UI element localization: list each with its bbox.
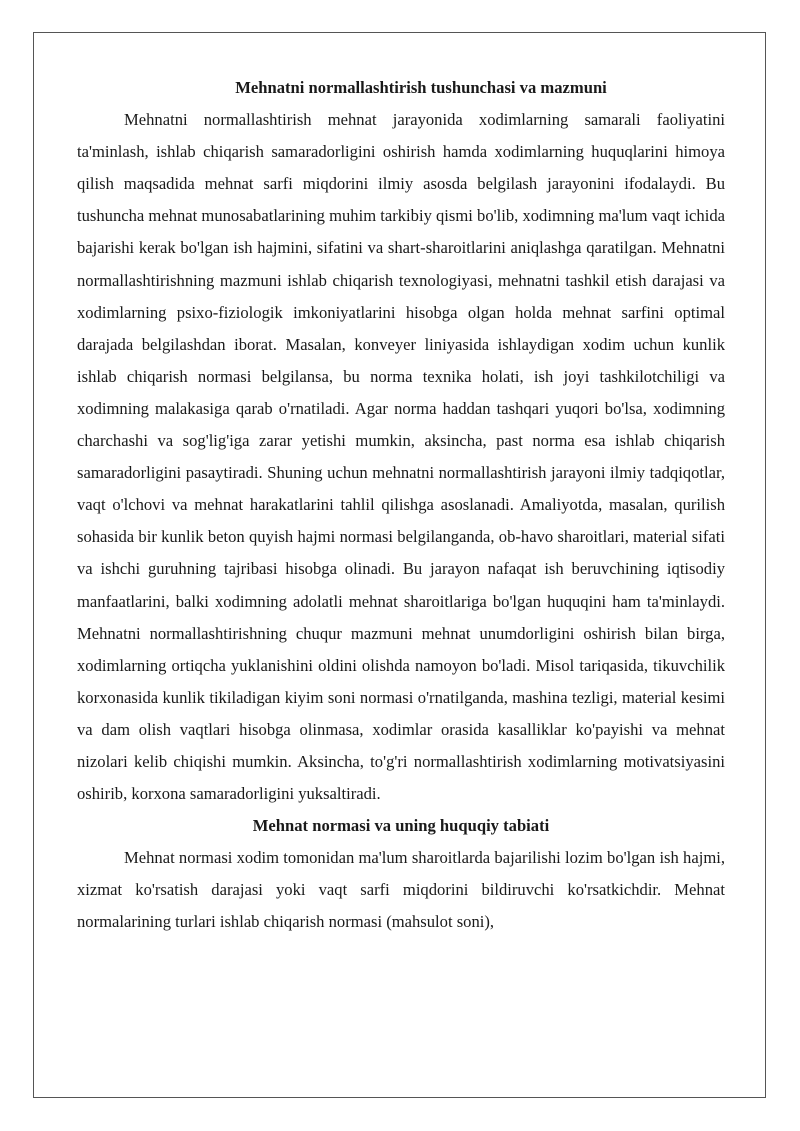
section-heading-labor-norm: Mehnat normasi va uning huquqiy tabiati	[252, 816, 550, 836]
paragraph-labor-norm: Mehnat normasi xodim tomonidan ma'lum sharoitlarda bajarilishi lozim bo'lgan ish hajmi, xizmat ko'rsatish darajasi yoki vaqt sarfi miqdorini bildiruvchi ko'rsatkichdir. Mehnat normalarining turlari ishlab chiqarish normasi (mahsulot soni),	[77, 848, 725, 932]
paragraph-normalization: Mehnatni normallashtirish mehnat jarayonida xodimlarning samarali faoliyatini ta'minlash, ishlab chiqarish samaradorligini oshirish hamda xodimlarning huquqlarini himoya qilish maqsadida mehnat sarfi miqdorini ilmiy asosda belgilash jarayonini ifodalaydi. Bu tushuncha mehnat munosabatlarining muhim tarkibiy qismi bo'lib, xodimning ma'lum vaqt ichida bajarishi kerak bo'lgan ish hajmini, sifatini va shart-sharoitlarini aniqlashga qaratilgan. Mehnatni normallashtirishning mazmuni ishlab chiqarish texnologiyasi, mehnatni tashkil etish darajasi va xodimlarning psixo-fiziologik imkoniyatlarini hisobga olgan holda mehnat sarfini optimal darajada belgilashdan iborat. Masalan, konveyer liniyasida ishlaydigan xodim uchun kunlik ishlab chiqarish normasi belgilansa, bu norma texnika holati, ish joyi tashkilotchiligi va xodimning malakasiga qarab o'rnatiladi. Agar norma haddan tashqari yuqori bo'lsa, xodimning charchashi va sog'lig'iga zarar yetishi mumkin, aksincha, past norma esa ishlab chiqarish samaradorligini pasaytiradi. Shuning uchun mehnatni normallashtirish jarayoni ilmiy tadqiqotlar, vaqt o'lchovi va mehnat harakatlarini tahlil qilishga asoslanadi. Amaliyotda, masalan, qurilish sohasida bir kunlik beton quyish hajmi normasi belgilanganda, ob-havo sharoitlari, material sifati va ishchi guruhning tajribasi hisobga olinadi. Bu jarayon nafaqat ish beruvchining iqtisodiy manfaatlarini, balki xodimning adolatli mehnat sharoitlariga bo'lgan huquqini ham ta'minlaydi. Mehnatni normallashtirishning chuqur mazmuni mehnat unumdorligini oshirish bilan birga, xodimlarning ortiqcha yuklanishini oldini olishda namoyon bo'ladi. Misol tariqasida, tikuvchilik korxonasida kunlik tikiladigan kiyim soni normasi o'rnatilganda, mashina tezligi, material kesimi va dam olish vaqtlari hisobga olinmasa, xodimlar orasida kasalliklar ko'payishi va mehnat nizolari kelib chiqishi mumkin. Aksincha, to'g'ri normallashtirish xodimlarning motivatsiyasini oshirib, korxona samaradorligini yuksaltiradi.	[77, 110, 725, 804]
document-body	[77, 72, 725, 939]
section-heading-normalization: Mehnatni normallashtirish tushunchasi va mazmuni	[235, 78, 607, 97]
